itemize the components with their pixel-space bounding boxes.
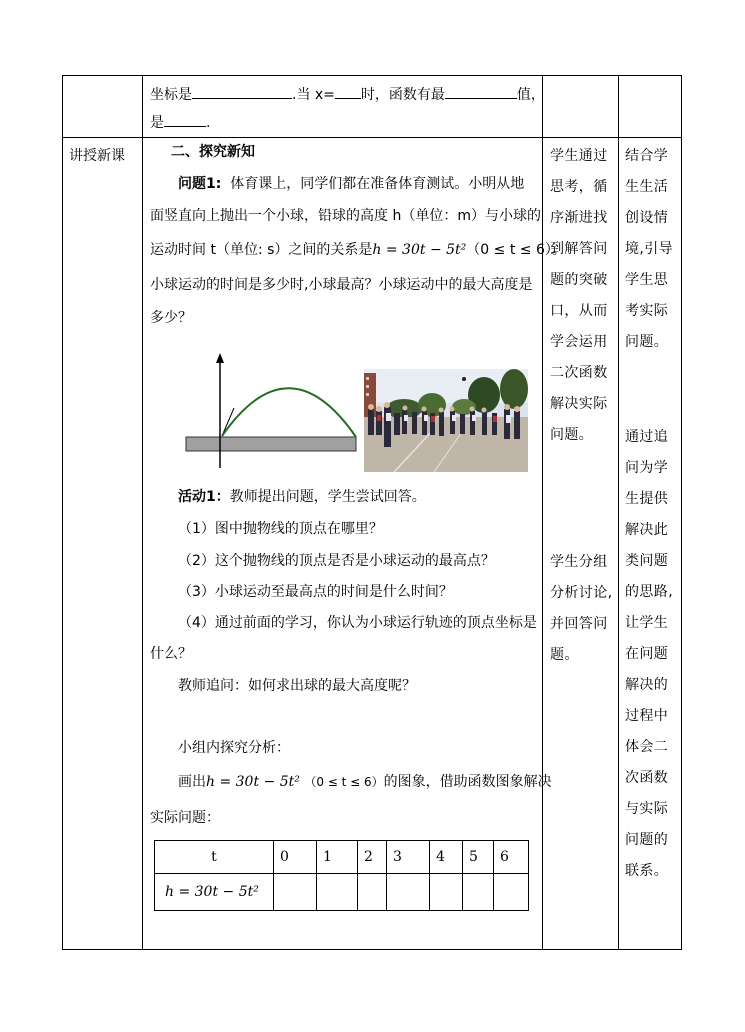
h-value-cell [430,874,463,911]
t-value-cell: 3 [387,841,430,874]
section-label: 讲授新课 [69,148,125,164]
draw-formula: h = 30t − 5t² [206,774,300,790]
motion-formula: h = 30t − 5t² [372,242,467,258]
question-3: （3）小球运动至最高点的时间是什么时间？ [178,584,453,600]
table-col-divider-3 [618,75,619,950]
group-analysis: 小组内探究分析： [178,740,290,756]
problem-line-4: 小球运动的时间是多少时,小球最高？小球运动中的最大高度是 [150,277,533,293]
t-value-cell: 6 [494,841,529,874]
question-1: （1）图中抛物线的顶点在哪里？ [178,521,383,537]
h-value-cell [387,874,430,911]
blank-extreme-value [164,112,206,127]
section-heading: 二、探究新知 [171,144,255,160]
value-table [154,840,529,911]
problem-line-3: 运动时间 t（单位: s）之间的关系是h = 30t − 5t²（0 ≤ t ≤ 6）。 [150,242,566,258]
activity-line: 活动1：教师提出问题，学生尝试回答。 [178,489,426,505]
table-border-bottom [62,949,682,950]
sports-field-photo [364,369,528,472]
t-value-cell: 4 [430,841,463,874]
t-value-cell: 1 [317,841,358,874]
teacher-followup: 教师追问：如何求出球的最大高度呢？ [178,678,416,694]
h-value-cell [463,874,494,911]
trajectory-curve [222,388,356,437]
blank-extreme-type [445,84,517,99]
student-activity-col: 学生通过 思考，循 序渐进找 到解答问 题的突破 口，从而 学会运用 二次函数 解决实际 问题。 [550,148,608,443]
draw-instruction-line-2: 实际问题： [150,810,220,826]
table-border-left [62,75,63,950]
table-col-divider-1 [142,75,143,950]
question-4-line-2: 什么？ [150,646,192,662]
axis-arrow [216,353,224,363]
table-row-divider [62,137,682,138]
parabola-diagram [182,350,360,472]
table-row [155,874,529,911]
h-value-cell [317,874,358,911]
ground-bar [186,437,356,451]
design-intent-col-2: 通过追 问为学 生提供 解决此 类问题 的思路, 让学生 在问题 解决的 过程中 体会二 次函数 与实际 问题的 联系。 [625,429,674,879]
vertex-question-line-1: 坐标是 .当 x= 时，函数有最 值， [150,84,545,105]
problem-line-1: 问题1: 体育课上，同学们都在准备体育测试。小明从地 [178,176,525,192]
t-value-cell: 5 [463,841,494,874]
question-4-line-1: （4）通过前面的学习，你认为小球运行轨迹的顶点坐标是 [178,615,537,631]
draw-instruction-line-1: 画出h = 30t − 5t² （0 ≤ t ≤ 6）的图象，借助函数图象解决 [178,774,552,790]
student-activity-col-2: 学生分组 分析讨论, 并回答问 题。 [550,554,613,663]
h-value-cell [358,874,387,911]
table-border-top [62,75,682,76]
vertex-question-line-2: 是 . [150,112,210,133]
table-row [155,841,529,874]
h-value-cell [494,874,529,911]
blank-coordinate [192,84,292,99]
design-intent-col: 结合学 生生活 创设情 境,引导 学生思 考实际 问题。 [625,148,674,350]
question-2: （2）这个抛物线的顶点是否是小球运动的最高点？ [178,553,495,569]
blank-x-value [335,84,361,99]
problem-line-5: 多少？ [150,310,192,326]
table-border-right [681,75,682,950]
t-value-cell: 2 [358,841,387,874]
h-label-cell: h = 30t − 5t² [155,874,274,911]
table-col-divider-2 [542,75,543,950]
h-value-cell [274,874,317,911]
t-value-cell: 0 [274,841,317,874]
t-header-cell: t [155,841,274,874]
problem-line-2: 面竖直向上抛出一个小球，铅球的高度 h（单位：m）与小球的 [150,208,541,224]
